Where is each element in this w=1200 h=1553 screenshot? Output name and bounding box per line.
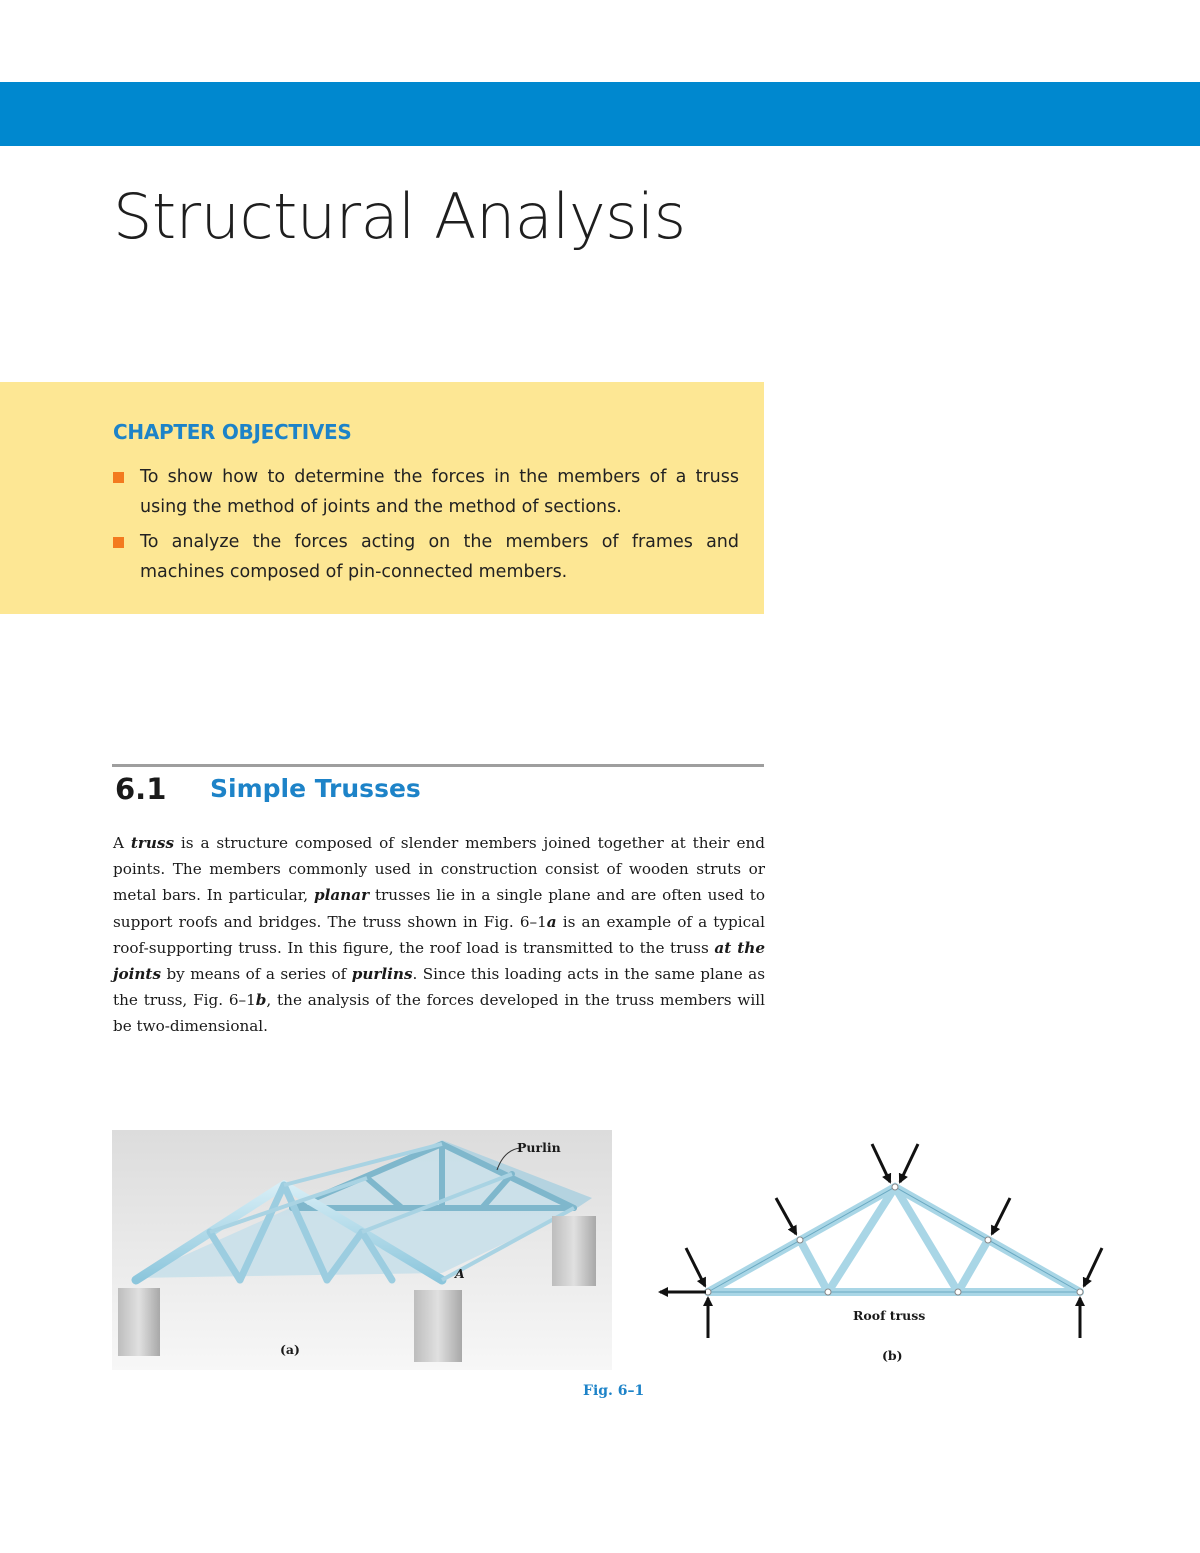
roof-truss-label: Roof truss — [853, 1308, 926, 1323]
figure-caption: Fig. 6–1 — [583, 1383, 645, 1399]
figure-a-caption: (a) — [280, 1342, 300, 1357]
point-a-label: A — [455, 1266, 465, 1281]
purlin-label: Purlin — [517, 1140, 561, 1155]
section-divider — [112, 764, 764, 767]
objective-text: To show how to determine the forces in the members of a truss using the method of joints and the method of sections. — [140, 467, 739, 517]
square-bullet-icon — [113, 537, 124, 548]
objective-text: To analyze the forces acting on the members of frames and machines composed of pin-connected members. — [140, 532, 739, 582]
objective-item — [113, 527, 739, 587]
body-paragraph: A truss is a structure composed of slender members joined together at their end points. The members commonly used in construction consist of wooden struts or metal bars. In particular, planar trusses lie in a single plane and are often used to support roofs and bridges. The truss shown in Fig. 6–1a is an example of a typical roof-supporting truss. In this figure, the roof load is transmitted to the truss at the joints by means of a series of purlins. Since this loading acts in the same plane as the truss, Fig. 6–1b, the analysis of the forces developed in the truss members will be two-dimensional. — [113, 834, 766, 1036]
section-number: 6.1 — [115, 772, 167, 806]
objective-item — [113, 462, 739, 522]
roof-truss-diagram — [650, 1140, 1130, 1370]
figure-b-caption: (b) — [882, 1348, 903, 1363]
section-title: Simple Trusses — [210, 774, 421, 803]
roof-truss-illustration — [112, 1130, 612, 1370]
chapter-title: Structural Analysis — [113, 180, 686, 253]
square-bullet-icon — [113, 472, 124, 483]
objectives-heading: CHAPTER OBJECTIVES — [113, 420, 352, 444]
top-color-band — [0, 82, 1200, 146]
